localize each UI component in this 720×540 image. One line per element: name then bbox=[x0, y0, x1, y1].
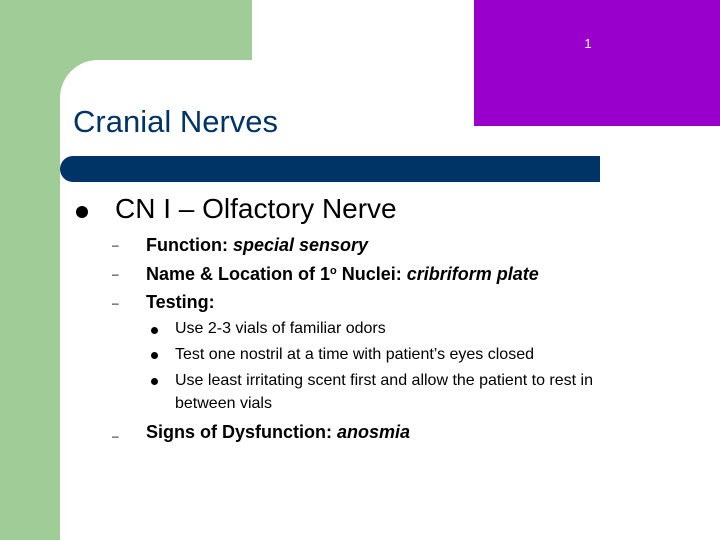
slide-title: Cranial Nerves bbox=[73, 104, 279, 139]
main-bullet-text: CN I – Olfactory Nerve bbox=[115, 193, 397, 224]
dash-icon: – bbox=[112, 429, 119, 443]
sub-bullet-icon bbox=[151, 378, 158, 385]
dash-icon: – bbox=[112, 267, 119, 281]
dash-icon: – bbox=[112, 238, 119, 252]
dysfunction-value: anosmia bbox=[337, 422, 411, 442]
testing-subitem-continuation: between vials bbox=[175, 395, 272, 412]
location-value: cribriform plate bbox=[406, 264, 539, 284]
function-label: Function: bbox=[146, 235, 233, 255]
testing-subitem: Test one nostril at a time with patient’s eyes closed bbox=[175, 346, 534, 363]
title-underline-bar bbox=[60, 156, 600, 182]
dysfunction-item bbox=[146, 422, 410, 443]
location-label-b: Nuclei: bbox=[336, 264, 407, 284]
sub-bullet-icon bbox=[151, 327, 158, 334]
function-item bbox=[146, 235, 368, 256]
location-label-a: Name & Location of 1 bbox=[146, 264, 331, 284]
dash-icon: – bbox=[112, 296, 119, 310]
purple-corner-block bbox=[474, 0, 720, 126]
main-bullet-icon bbox=[76, 206, 88, 218]
sub-bullet-icon bbox=[151, 352, 158, 359]
location-item bbox=[146, 264, 539, 285]
function-value: special sensory bbox=[232, 235, 369, 255]
testing-item: Testing: bbox=[146, 292, 215, 312]
testing-subitem: Use least irritating scent first and allow the patient to rest in bbox=[175, 372, 593, 389]
location-sup: o bbox=[330, 265, 337, 277]
slide-number: 1 bbox=[584, 36, 592, 51]
dysfunction-label: Signs of Dysfunction: bbox=[146, 422, 337, 442]
testing-subitem: Use 2-3 vials of familiar odors bbox=[175, 320, 386, 337]
